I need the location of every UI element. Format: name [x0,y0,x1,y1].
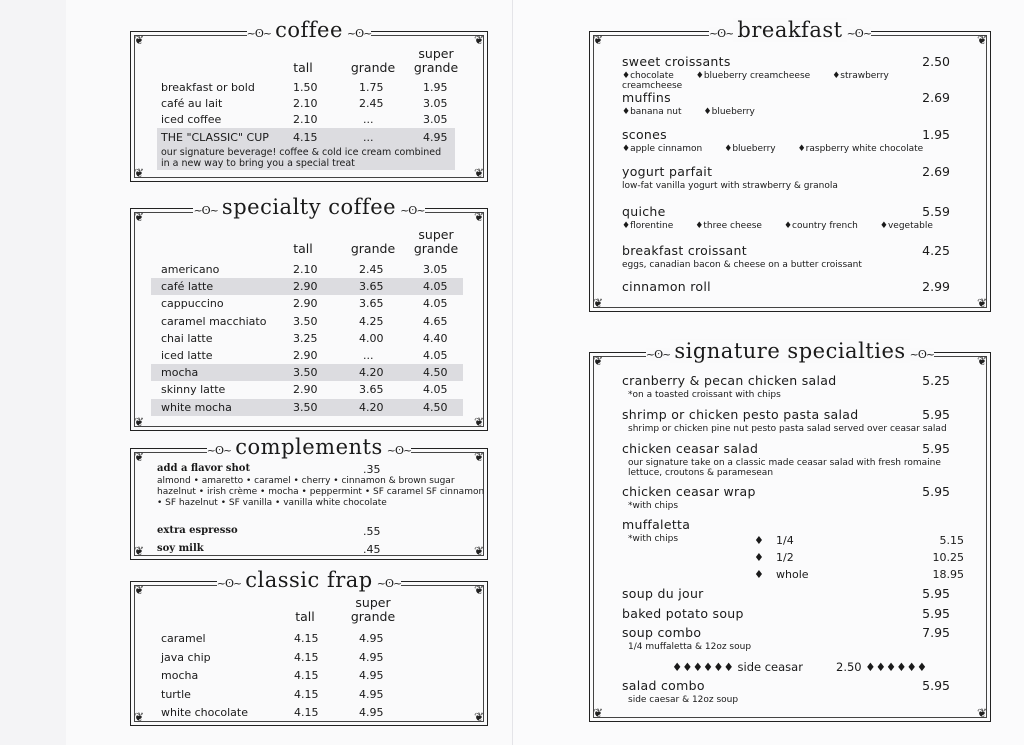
menu-row [151,295,463,312]
item-name: scones [622,127,667,142]
breakfast-item [622,90,962,117]
soy-milk-price: .45 [363,543,381,556]
swirl-icon: ~ʘ~ [708,27,734,40]
swirl-icon: ~ʘ~ [909,348,935,361]
signature-item [622,678,962,705]
price-super-grande: 4.05 [423,383,448,397]
item-price: 5.95 [922,678,950,693]
price-grande: 4.00 [359,331,384,345]
item-name: soup combo [622,625,702,640]
signature-specialties-title: ~ʘ~ signature specialties ~ʘ~ [645,339,935,363]
header-tall: tall [293,241,313,256]
corner-ornament-icon: ❦ [133,166,145,180]
menu-row [151,381,463,398]
corner-ornament-icon: ❦ [976,33,988,47]
item-name: baked potato soup [622,606,744,621]
signature-item [622,625,962,652]
item-description: *on a toasted croissant with chips [628,390,781,400]
muffaletta-size: whole [776,568,809,581]
item-description: our signature take on a classic made ceasar salad with fresh romaine lettuce, croutons & paramesean [628,458,941,478]
swirl-icon: ~ʘ~ [216,577,242,590]
item-option: ♦blueberry [703,107,755,117]
price-tall: 4.15 [294,669,319,682]
item-options [622,221,962,231]
price-super-grande: 4.05 [423,349,448,362]
swirl-icon: ~ʘ~ [400,204,425,217]
corner-ornament-icon: ❦ [976,354,988,368]
item-price: 7.95 [922,625,950,640]
menu-row [151,330,463,347]
flavor-shot-price: .35 [363,463,381,476]
item-name: java chip [161,650,211,664]
item-price: 4.25 [922,243,950,258]
corner-ornament-icon: ❦ [133,544,145,558]
item-name: skinny latte [161,383,226,397]
muffaletta-price: 18.95 [932,568,964,581]
header-super-grande: grande [413,60,459,75]
breakfast-item [622,243,962,270]
corner-ornament-icon: ❦ [473,450,485,464]
signature-item [622,484,962,511]
item-description: *with chips [628,534,679,544]
muffaletta-size: 1/2 [776,551,794,564]
item-description: 1/4 muffaletta & 12oz soup [628,642,752,652]
item-option: ♦blueberry [724,144,776,154]
corner-ornament-icon: ❦ [473,210,485,224]
item-option: ♦florentine [622,221,674,231]
item-option: ♦raspberry white chocolate [797,144,924,154]
item-option: ♦chocolate [622,71,674,81]
item-price: 5.95 [922,484,950,499]
corner-ornament-icon: ❦ [592,296,604,310]
corner-ornament-icon: ❦ [592,33,604,47]
classic-frap-title: ~ʘ~ classic frap ~ʘ~ [216,568,402,592]
corner-ornament-icon: ❦ [133,450,145,464]
item-option: ♦banana nut [622,107,682,117]
corner-ornament-icon: ❦ [133,210,145,224]
signature-item [622,606,962,621]
price-super-grande: 3.05 [423,263,448,276]
item-price: 2.50 [922,54,950,69]
menu-row [151,313,463,330]
complements-section [130,435,488,560]
signature-specialties-section [589,339,991,722]
price-tall: 4.15 [294,706,319,719]
corner-ornament-icon: ❦ [473,166,485,180]
signature-item [622,373,962,400]
header-tall: tall [295,609,315,624]
corner-ornament-icon: ❦ [133,583,145,597]
item-price: 1.95 [922,127,950,142]
item-name: café latte [161,280,214,294]
item-option: ♦apple cinnamon [622,144,703,154]
menu-row: breakfast or bold 1.50 1.75 1.95 [161,81,448,94]
menu-row [151,704,463,721]
breakfast-item [622,54,962,91]
item-name: salad combo [622,678,705,693]
item-name: cranberry & pecan chicken salad [622,373,837,388]
item-option: eggs, canadian bacon & cheese on a butter croissant [622,260,862,270]
item-option: ♦three cheese [695,221,762,231]
price-grande: 4.20 [359,366,384,380]
swirl-icon: ~ʘ~ [645,348,671,361]
price-grande: 4.20 [359,400,384,414]
classic-cup-highlight: THE "CLASSIC" CUP 4.15 ... 4.95 our signature beverage! coffee & cold ice cream combined in a new way to bring you a special treat [157,128,455,170]
side-ceasar-price: 2.50 ♦♦♦♦♦♦ [836,660,928,674]
muffaletta-size: 1/4 [776,534,794,547]
price-super-grande: 4.95 [359,687,384,701]
breakfast-item [622,279,962,294]
corner-ornament-icon: ❦ [976,706,988,720]
item-options [622,260,962,270]
price-super-grande: 4.05 [423,297,448,311]
item-name: mocha [161,669,199,682]
specialty-coffee-title: ~ʘ~ specialty coffee ~ʘ~ [193,195,425,219]
corner-ornament-icon: ❦ [592,706,604,720]
price-super-grande: 4.50 [423,400,448,414]
breakfast-item [622,164,962,191]
breakfast-title: ~ʘ~ breakfast ~ʘ~ [708,18,872,42]
menu-row [151,399,463,416]
complements-title: ~ʘ~ complements ~ʘ~ [206,435,412,459]
header-super: super [418,227,454,242]
item-option: ♦country french [783,221,858,231]
price-super-grande: 4.95 [359,650,384,664]
item-options [622,181,962,191]
menu-row [151,278,463,295]
menu-row [151,347,463,364]
item-name: cappuccino [161,297,224,311]
swirl-icon: ~ʘ~ [193,204,218,217]
diamond-icon: ♦ [754,551,764,564]
price-tall: 4.15 [294,632,319,645]
price-super-grande: 4.95 [359,669,384,682]
price-tall: 2.90 [293,297,318,311]
price-tall: 2.90 [293,280,318,294]
price-super-grande: 4.95 [359,706,384,719]
coffee-section [130,18,488,182]
item-name: shrimp or chicken pesto pasta salad [622,407,859,422]
menu-row [151,649,463,666]
price-super-grande: 4.05 [423,280,448,294]
extra-espresso-label: extra espresso [157,525,238,536]
item-description: shrimp or chicken pine nut pesto pasta salad served over ceasar salad [628,424,947,434]
price-grande: 3.65 [359,383,384,397]
diamond-icon: ♦ [754,568,764,581]
coffee-title: ~ʘ~ coffee ~ʘ~ [246,18,372,42]
item-price: 5.59 [922,204,950,219]
swirl-icon: ~ʘ~ [376,577,402,590]
corner-ornament-icon: ❦ [473,583,485,597]
price-grande: 3.65 [359,280,384,294]
item-price: 2.69 [922,164,950,179]
item-price: 2.69 [922,90,950,105]
menu-row [151,364,463,381]
item-price: 5.95 [922,606,950,621]
item-options [622,107,962,117]
item-option: ♦blueberry creamcheese [695,71,811,81]
item-name: muffins [622,90,671,105]
flavor-shot-label: add a flavor shot [157,463,251,474]
swirl-icon: ~ʘ~ [846,27,872,40]
price-tall: 2.90 [293,349,318,362]
header-super-grande: grande [350,609,396,624]
price-tall: 2.90 [293,383,318,397]
item-description: side caesar & 12oz soup [628,695,739,705]
signature-item [622,441,962,478]
price-super-grande: 4.65 [423,314,448,328]
item-option: ♦vegetable [879,221,933,231]
item-name: chicken ceasar salad [622,441,759,456]
item-name: soup du jour [622,586,704,601]
price-tall: 3.50 [293,366,318,380]
corner-ornament-icon: ❦ [473,710,485,724]
header-super-grande: grande [413,241,459,256]
swirl-icon: ~ʘ~ [246,27,272,40]
item-name: white mocha [161,400,232,414]
corner-ornament-icon: ❦ [592,354,604,368]
price-tall: 4.15 [294,687,319,701]
corner-ornament-icon: ❦ [473,33,485,47]
price-grande: 4.25 [359,314,384,328]
item-name: mocha [161,366,199,380]
item-name: white chocolate [161,706,249,719]
item-price: 5.95 [922,441,950,456]
price-grande: ... [363,349,374,362]
item-option: ♦strawberry creamcheese [622,71,889,91]
soy-milk-label: soy milk [157,543,204,554]
header-super: super [355,595,391,610]
item-price: 5.95 [922,586,950,601]
item-name: iced latte [161,349,213,362]
menu-row [151,261,463,278]
header-grande: grande [350,60,396,75]
item-option: low-fat vanilla yogurt with strawberry & granola [622,181,838,191]
breakfast-item [622,127,962,154]
extra-espresso-price: .55 [363,525,381,538]
menu-row [151,667,463,684]
corner-ornament-icon: ❦ [133,415,145,429]
price-tall: 3.50 [293,314,318,328]
breakfast-item [622,204,962,231]
header-tall: tall [293,60,313,75]
item-name: cinnamon roll [622,279,711,294]
breakfast-section [589,18,991,312]
price-super-grande: 4.40 [423,331,448,345]
item-options [622,71,962,91]
price-tall: 4.15 [294,650,319,664]
corner-ornament-icon: ❦ [473,544,485,558]
corner-ornament-icon: ❦ [473,415,485,429]
item-name: caramel [161,632,206,645]
item-name: chai latte [161,331,213,345]
item-name: muffaletta [622,517,691,532]
header-super: super [418,46,454,61]
item-options [622,144,962,154]
price-super-grande: 4.95 [359,632,384,645]
side-ceasar-label: ♦♦♦♦♦♦ side ceasar [672,660,803,674]
item-name: breakfast croissant [622,243,747,258]
item-name: yogurt parfait [622,164,713,179]
price-grande: 2.45 [359,263,384,276]
item-name: sweet croissants [622,54,731,69]
item-name: americano [161,263,220,276]
price-grande: 3.65 [359,297,384,311]
corner-ornament-icon: ❦ [133,33,145,47]
item-description: *with chips [628,501,679,511]
item-name: chicken ceasar wrap [622,484,756,499]
muffaletta-price: 10.25 [932,551,964,564]
item-price: 5.25 [922,373,950,388]
signature-item [622,407,962,434]
classic-frap-section [130,568,488,726]
price-tall: 2.10 [293,263,318,276]
swirl-icon: ~ʘ~ [346,27,372,40]
muffaletta-price: 5.15 [939,534,964,547]
price-super-grande: 4.50 [423,366,448,380]
menu-row: café au lait 2.10 2.45 3.05 [161,97,448,110]
flavor-list: almond • amaretto • caramel • cherry • cinnamon & brown sugar hazelnut • irish crème • mocha • peppermint • SF caramel SF cinnamon • SF hazelnut • SF vanilla • vanilla white chocolate [157,476,485,508]
menu-row: iced coffee 2.10 ... 3.05 [161,113,448,126]
diamond-icon: ♦ [754,534,764,547]
item-name: turtle [161,687,191,701]
signature-item [622,586,962,601]
price-tall: 3.25 [293,331,318,345]
price-tall: 3.50 [293,400,318,414]
item-name: caramel macchiato [161,314,267,328]
item-price: 5.95 [922,407,950,422]
item-price: 2.99 [922,279,950,294]
swirl-icon: ~ʘ~ [206,444,232,457]
menu-row [151,630,463,647]
header-grande: grande [350,241,396,256]
item-name: quiche [622,204,666,219]
swirl-icon: ~ʘ~ [386,444,412,457]
corner-ornament-icon: ❦ [976,296,988,310]
corner-ornament-icon: ❦ [133,710,145,724]
menu-row [151,686,463,703]
specialty-coffee-section [130,195,488,431]
